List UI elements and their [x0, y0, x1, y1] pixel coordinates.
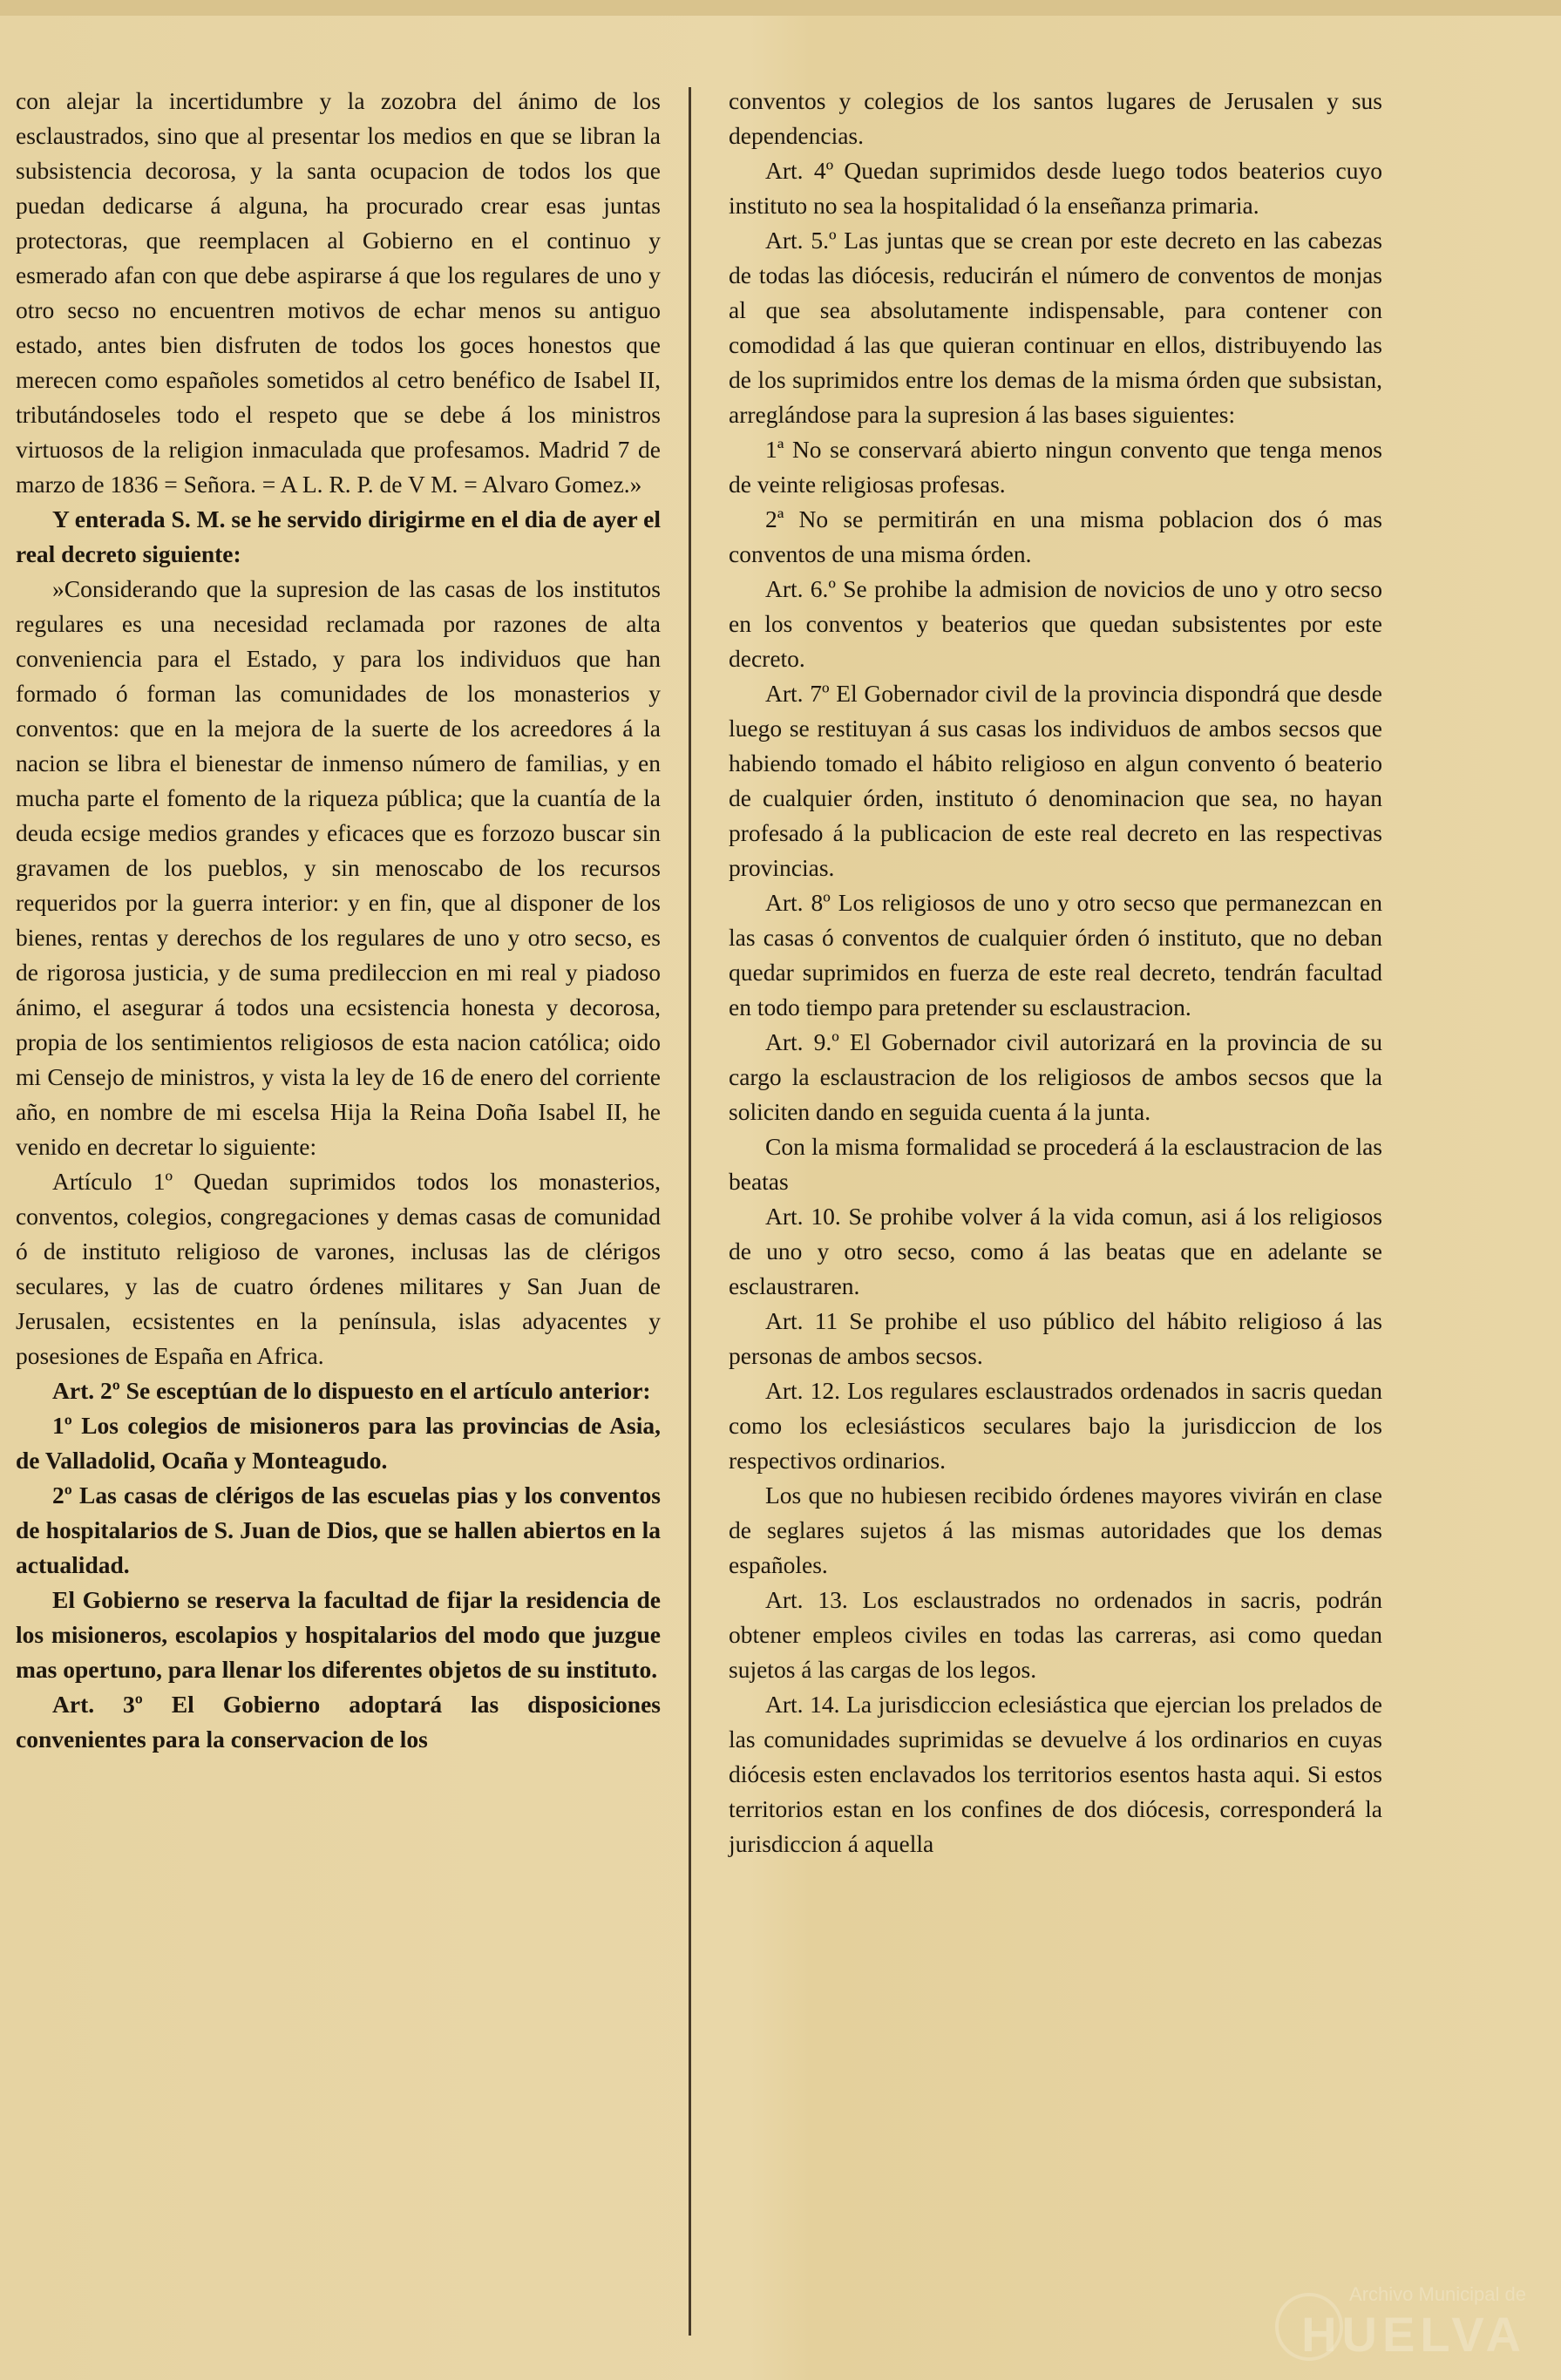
article-12: Art. 12. Los regulares esclaustrados ordenados in sacris quedan como los eclesiásticos seculares bajo la jurisdiccion de los respectivos ordinarios. [729, 1377, 1382, 1474]
article-7: Art. 7º El Gobernador civil de la provincia dispondrá que desde luego se restituyan á sus casas los individuos de ambos secsos que habiendo tomado el hábito religioso en algun convento ó beaterio de cualquier órden, instituto ó denominacion que sea, no hayan profesado á la publicacion de este real decreto en las respectivas provincias. [729, 680, 1382, 881]
article-5-base-2: 2ª No se permitirán en una misma poblacion dos ó mas conventos de una misma órden. [729, 505, 1382, 567]
article-6: Art. 6.º Se prohibe la admision de novicios de uno y otro secso en los conventos y beaterios que quedan subsistentes por este decreto. [729, 575, 1382, 672]
article-13: Art. 13. Los esclaustrados no ordenados in sacris, podrán obtener empleos civiles en todas las carreras, asi como quedan sujetos á las cargas de los legos. [729, 1586, 1382, 1683]
closing-paragraph: con alejar la incertidumbre y la zozobra del ánimo de los esclaustrados, sino que al presentar los medios en que se libran la subsistencia decorosa, y la santa ocupacion de todos los que puedan dedicarse á alguna, ha procurado crear esas juntas protectoras, que reemplacen al Gobierno en el continuo y esmerado afan con que debe aspirarse á que los regulares de uno y otro secso no encuentren motivos de echar menos su antiguo estado, antes bien disfruten de todos los goces honestos que merecen como españoles sometidos al cetro benéfico de Isabel II, tributándoseles todo el respeto que se debe á los ministros virtuosos de la religion inmaculada que profesamos. Madrid 7 de marzo de 1836 = Señora. = A L. R. P. de V M. = Alvaro Gomez.» [16, 87, 661, 498]
article-5: Art. 5.º Las juntas que se crean por este decreto en las cabezas de todas las diócesis, reducirán el número de conventos de monjas al que sea absolutamente indispensable, para contener con comodidad á las que quieran continuar en ellos, distribuyendo las de los suprimidos entre los demas de la misma órden que subsistan, arreglándose para la supresion á las bases siguientes: [729, 227, 1382, 428]
article-14: Art. 14. La jurisdiccion eclesiástica que ejercian los prelados de las comunidades suprimidas se devuelve á los ordinarios en cuyas diócesis esten enclavados los territorios esentos hasta aqui. Si estos territorios estan en los confines de dos diócesis, corresponderá la jurisdiccion á aquella [729, 1691, 1382, 1857]
article-8: Art. 8º Los religiosos de uno y otro secso que permanezcan en las casas ó conventos de cualquier órden ó instituto, que no deban quedar suprimidos en fuerza de este real decreto, tendrán facultad en todo tiempo para pretender su esclaustracion. [729, 889, 1382, 1020]
article-2-item-2: 2º Las casas de clérigos de las escuelas pias y los conventos de hospitalarios de S. Juan de Dios, que se hallen abiertos en la actualidad. [16, 1482, 661, 1578]
article-9: Art. 9.º El Gobernador civil autorizará en la provincia de su cargo la esclaustracion de los religiosos de ambos secsos que la soliciten dando en seguida cuenta á la junta. [729, 1028, 1382, 1125]
left-column [16, 84, 661, 1757]
article-12-lay: Los que no hubiesen recibido órdenes mayores vivirán en clase de seglares sujetos á las mismas autoridades que los demas españoles. [729, 1482, 1382, 1578]
watermark-line-1: Archivo Municipal de [1349, 2283, 1526, 2305]
article-1: Artículo 1º Quedan suprimidos todos los monasterios, conventos, colegios, congregaciones y demas casas de comunidad ó de instituto religioso de varones, inclusas las de clérigos seculares, y las de cuatro órdenes militares y San Juan de Jerusalen, ecsistentes en la península, islas adyacentes y posesiones de España en Africa. [16, 1168, 661, 1369]
article-2-item-1: 1º Los colegios de misioneros para las provincias de Asia, de Valladolid, Ocaña y Monteagudo. [16, 1412, 661, 1474]
column-divider [689, 87, 691, 2336]
page-top-edge [0, 0, 1561, 16]
article-2-note: El Gobierno se reserva la facultad de fijar la residencia de los misioneros, escolapios y hospitalarios del modo que juzgue mas opertuno, para llenar los diferentes objetos de su instituto. [16, 1586, 661, 1683]
article-4: Art. 4º Quedan suprimidos desde luego todos beaterios cuyo instituto no sea la hospitalidad ó la enseñanza primaria. [729, 157, 1382, 219]
decree-preamble: »Considerando que la supresion de las casas de los institutos regulares es una necesidad reclamada por razones de alta conveniencia para el Estado, y para los individuos que han formado ó forman las comunidades de los monasterios y conventos: que en la mejora de la suerte de los acreedores á la nacion se libra el bienestar de inmenso número de familias, y en mucha parte el fomento de la riqueza pública; que la cuantía de la deuda ecsige medios grandes y eficaces que es forzozo buscar sin gravamen de los pueblos, y sin menoscabo de los recursos requeridos por la guerra interior: y en fin, que al disponer de los bienes, rentas y derechos de los regulares de uno y otro secso, es de rigorosa justicia, y de suma predileccion en mi real y piadoso ánimo, el asegurar á todos una ecsistencia honesta y decorosa, propia de los sentimientos religiosos de esta nacion católica; oido mi Censejo de ministros, y vista la ley de 16 de enero del corriente año, en nombre de mi escelsa Hija la Reina Doña Isabel II, he venido en decretar lo siguiente: [16, 575, 661, 1160]
article-11: Art. 11 Se prohibe el uso público del hábito religioso á las personas de ambos secsos. [729, 1307, 1382, 1369]
article-9-beatas: Con la misma formalidad se procederá á la esclaustracion de las beatas [729, 1133, 1382, 1195]
article-5-base-1: 1ª No se conservará abierto ningun convento que tenga menos de veinte religiosas profesas. [729, 436, 1382, 498]
continuation-paragraph: conventos y colegios de los santos lugares de Jerusalen y sus dependencias. [729, 87, 1382, 149]
article-3: Art. 3º El Gobierno adoptará las disposiciones convenientes para la conservacion de los [16, 1691, 661, 1753]
article-2: Art. 2º Se esceptúan de lo dispuesto en el artículo anterior: [52, 1377, 651, 1404]
archive-watermark [1301, 2283, 1526, 2363]
intro-paragraph: Y enterada S. M. se he servido dirigirme en el dia de ayer el real decreto siguiente: [16, 505, 661, 567]
article-10: Art. 10. Se prohibe volver á la vida comun, asi á los religiosos de uno y otro secso, como á las beatas que en adelante se esclaustraren. [729, 1203, 1382, 1299]
watermark-line-2: HUELVA [1301, 2307, 1526, 2362]
right-column [729, 84, 1382, 1861]
